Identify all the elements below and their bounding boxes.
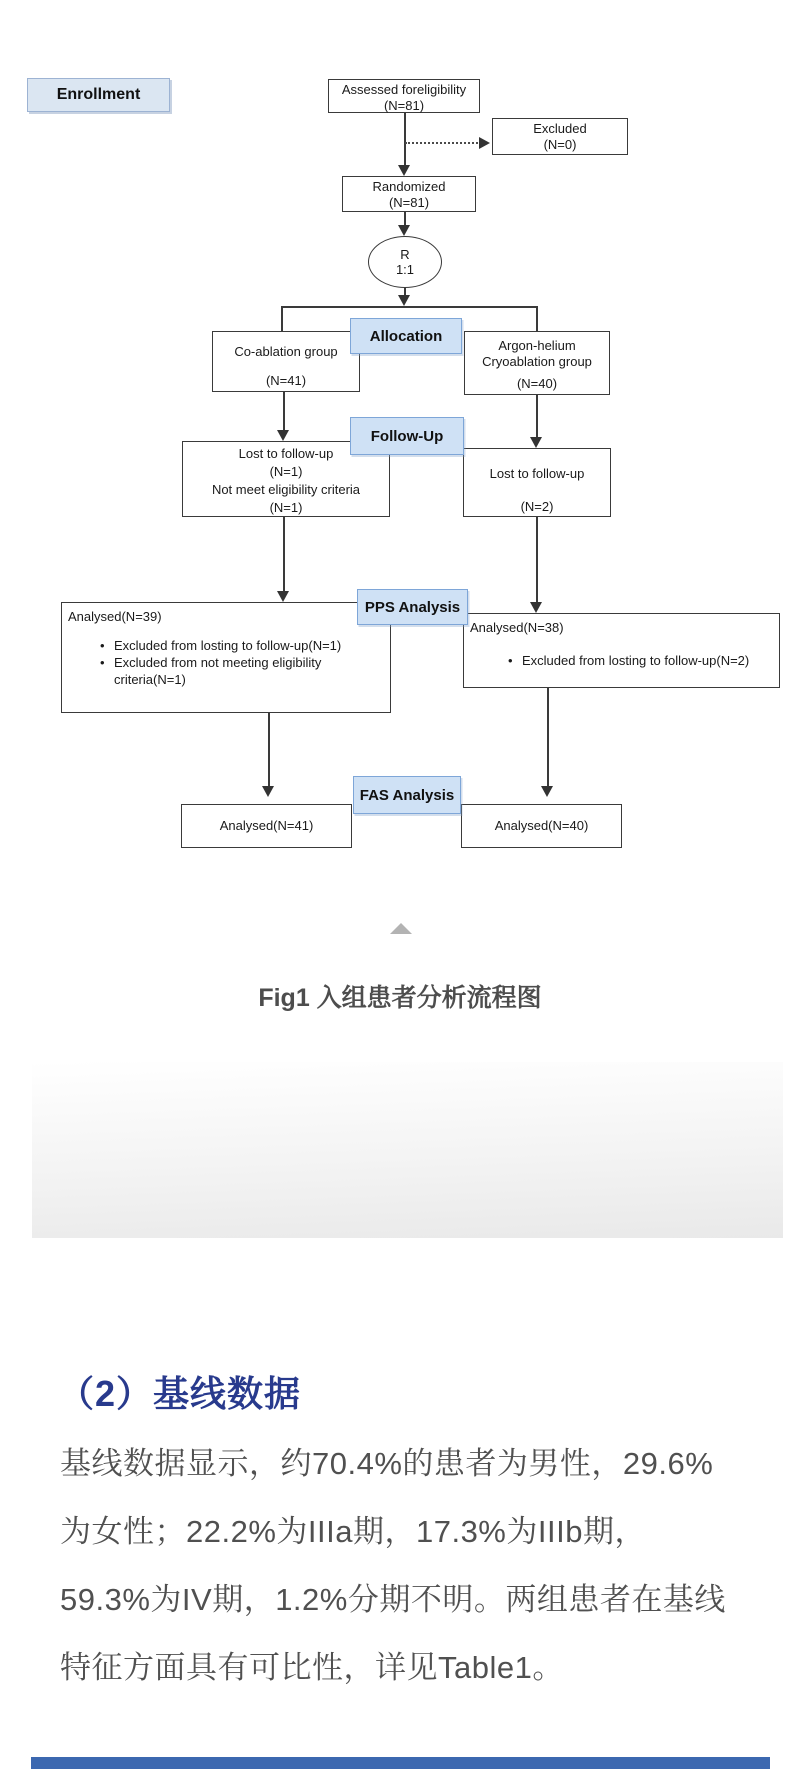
pps-label-text: PPS Analysis [364,598,461,616]
pps-right-bullet-1 [508,652,779,669]
ratio-line2: 1:1 [395,262,415,277]
allocation-label-text: Allocation [369,327,443,345]
pps-left-bullet-1-text: Excluded from losting to follow-up(N=1) [114,638,342,653]
arrow-right-followup-head [530,437,542,448]
fas-left-text: Analysed(N=41) [219,818,314,833]
randomization-ratio-node [368,236,442,288]
arrow-right-followup-line [536,395,538,437]
ratio-line1: R [400,247,410,262]
randomized-line1: Randomized [372,179,446,194]
arrow-left-followup-head [277,430,289,441]
pps-right-box [463,613,780,688]
branch-excluded-line [405,142,478,144]
assessed-line2: (N=81) [383,98,425,113]
fas-left-box [181,804,352,848]
excluded-line2: (N=0) [543,137,577,152]
enrollment-label-text: Enrollment [56,86,141,103]
arrow-assessed-randomized-line [404,112,406,165]
figure-caption: Fig1 入组患者分析流程图 [258,984,542,1012]
lost-left-line4: (N=1) [269,500,303,515]
paragraph-line-1: 基线数据显示，约70.4%的患者为男性，29.6% [60,1446,714,1481]
lost-left-line1: Lost to follow-up [238,446,334,461]
group-right-line1: Argon-helium [498,338,576,353]
group-right-line3: (N=40) [516,376,558,391]
lost-right-line1: Lost to follow-up [489,465,585,481]
arrow-assessed-randomized-head [398,165,410,176]
excluded-line1: Excluded [533,121,587,136]
collapse-arrow-icon[interactable] [390,923,412,934]
group-left-line2: (N=41) [265,373,307,389]
bullet-icon: • [100,638,105,653]
split-drop-right [536,306,538,332]
pps-stage-label [357,589,468,625]
allocation-stage-label [350,318,462,354]
pps-right-bullet-1-text: Excluded from losting to follow-up(N=2) [522,653,750,668]
followup-stage-label [350,417,464,455]
paragraph-line-3: 59.3%为IV期，1.2%分期不明。两组患者在基线 [60,1582,726,1617]
arrow-randomized-ratio-line [404,212,406,225]
enrollment-label [27,78,170,112]
fas-label-text: FAS Analysis [359,786,455,804]
assessed-line1: Assessed foreligibility [341,82,467,97]
pps-left-title: Analysed(N=39) [68,609,162,624]
randomized-box [342,176,476,212]
fas-right-box [461,804,622,848]
assessed-box [328,79,480,113]
pps-left-bullet-2 [100,654,390,688]
pps-left-bullet-2-text: Excluded from not meeting eligibility criteria(N=1) [114,655,322,687]
paragraph-line-2: 为女性；22.2%为IIIa期，17.3%为IIIb期， [60,1514,646,1549]
bullet-icon: • [508,653,513,668]
arrow-left-fas-head [262,786,274,797]
section-heading: （2）基线数据 [58,1373,302,1414]
randomized-line2: (N=81) [388,195,430,210]
split-drop-left [281,306,283,332]
lost-left-line2: (N=1) [269,464,303,479]
co-ablation-group-box [212,331,360,392]
arrow-ratio-split-head [398,295,410,306]
arrow-randomized-ratio-head [398,225,410,236]
lost-left-line3: Not meet eligibility criteria [211,482,361,497]
group-right-line2: Cryoablation group [482,354,592,369]
body-paragraph [60,1430,770,1702]
group-left-line1: Co-ablation group [234,343,338,359]
argon-helium-group-box [464,331,610,395]
excluded-box [492,118,628,155]
pps-left-box [61,602,391,713]
lost-followup-right-box [463,448,611,517]
split-line [281,306,538,308]
pps-right-title: Analysed(N=38) [470,620,564,635]
arrow-left-pps-line [283,517,285,591]
arrow-left-fas-line [268,713,270,786]
arrow-right-fas-line [547,688,549,786]
bottom-accent-bar [31,1757,770,1769]
pps-left-bullet-1 [100,637,390,654]
fas-stage-label [353,776,461,814]
fas-right-text: Analysed(N=40) [494,818,589,833]
followup-label-text: Follow-Up [370,427,444,445]
paragraph-line-4: 特征方面具有可比性，详见Table1。 [60,1650,564,1685]
arrow-right-fas-head [541,786,553,797]
lost-right-line2: (N=2) [520,499,554,515]
arrow-left-pps-head [277,591,289,602]
arrow-right-pps-head [530,602,542,613]
branch-excluded-head [479,137,490,149]
section-divider-band [32,1062,783,1238]
bullet-icon: • [100,655,105,670]
